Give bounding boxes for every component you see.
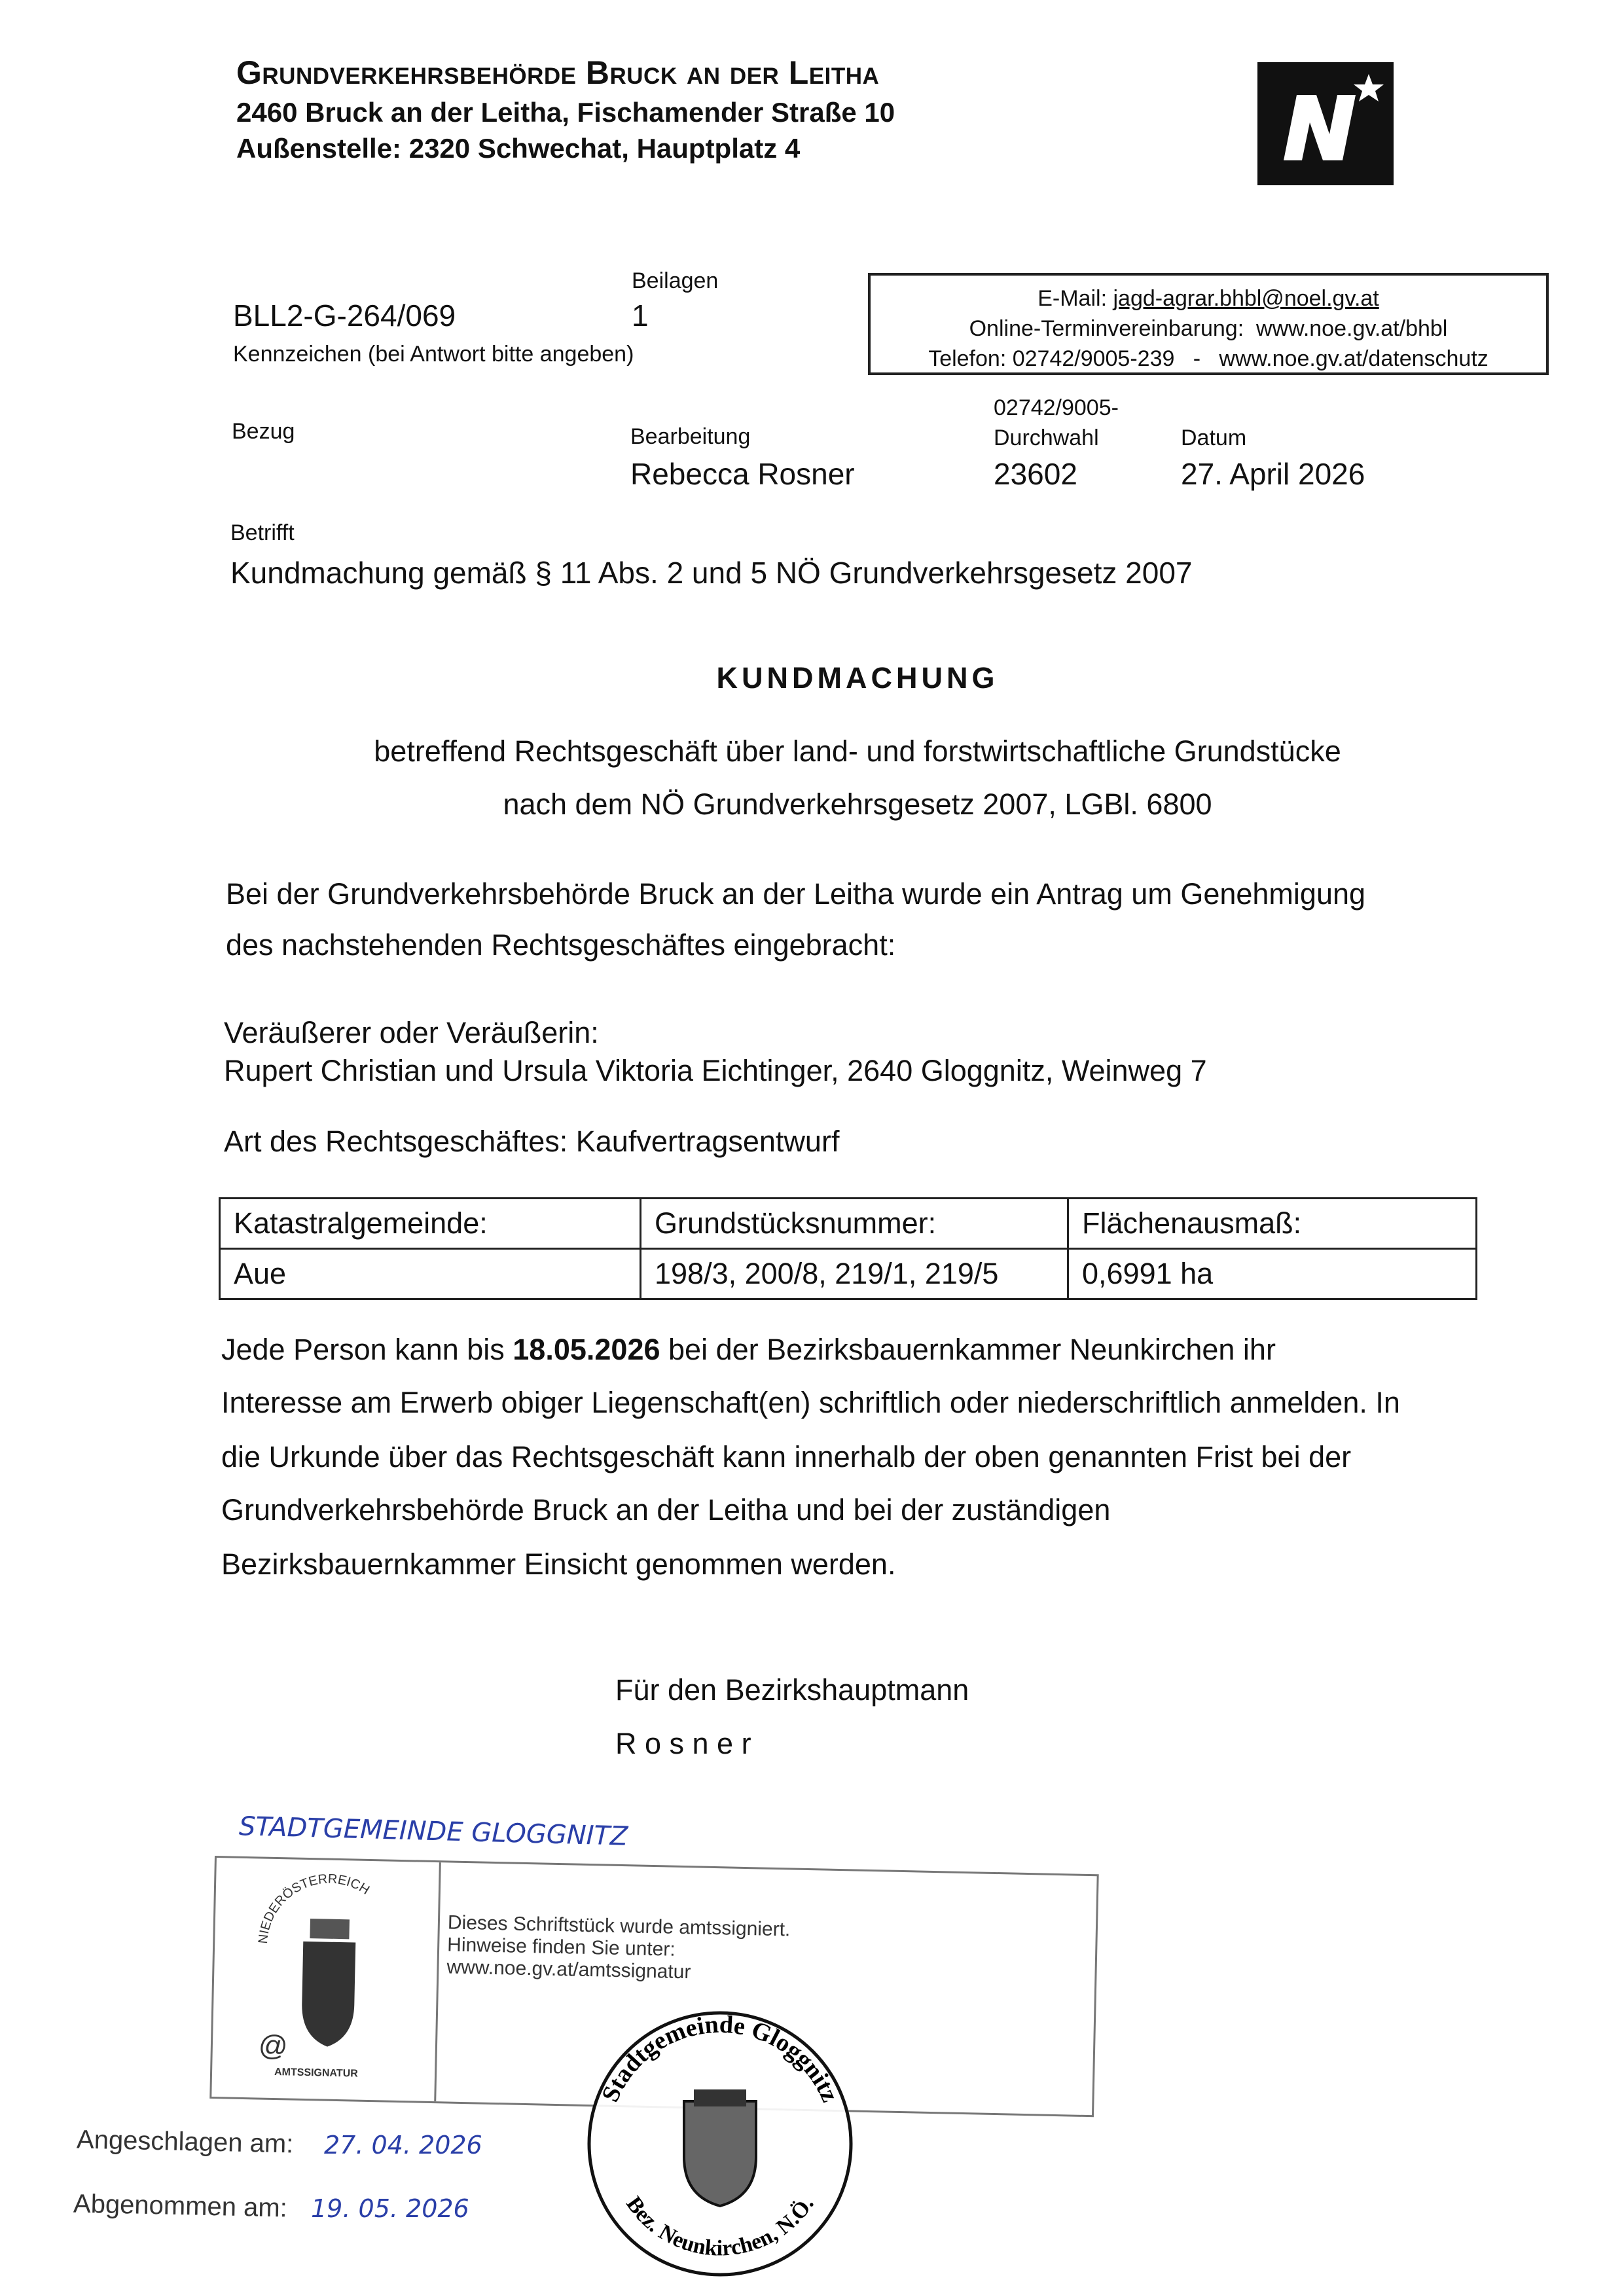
seal-caption: AMTSSIGNATUR xyxy=(274,2066,358,2080)
subtitle-line-2: nach dem NÖ Grundverkehrsgesetz 2007, LGBl. 6800 xyxy=(503,787,1212,821)
stamp-bottom-text: Bez. Neunkirchen, N.Ö. xyxy=(621,2192,819,2261)
bearbeitung-label: Bearbeitung xyxy=(630,424,751,449)
text: bei der Bezirksbauernkammer Neunkirchen ihr xyxy=(660,1333,1276,1366)
bezug-label: Bezug xyxy=(232,419,295,444)
header-area: Flächenausmaß: xyxy=(1068,1199,1477,1249)
reference-number: BLL2-G-264/069 xyxy=(233,298,456,333)
online-appointment: Online-Terminvereinbarung: www.noe.gv.at/bhbl xyxy=(969,316,1448,341)
authority-address: 2460 Bruck an der Leitha, Fischamender Straße 10 xyxy=(236,97,895,128)
transaction-type: Art des Rechtsgeschäftes: Kaufvertragsentwurf xyxy=(224,1125,840,1158)
parcel-table xyxy=(219,1197,1477,1300)
header-parcel-number: Grundstücksnummer: xyxy=(641,1199,1068,1249)
removed-date: 19. 05. 2026 xyxy=(311,2194,469,2223)
coat-of-arms-icon xyxy=(238,1871,420,2085)
authority-branch: Außenstelle: 2320 Schwechat, Hauptplatz 4 xyxy=(236,133,801,164)
signer-name: R o s n e r xyxy=(615,1727,751,1760)
cell-cadastral: Aue xyxy=(220,1249,641,1299)
authority-name: Grundverkehrsbehörde Bruck an der Leitha xyxy=(236,54,880,91)
divider xyxy=(434,1862,441,2101)
municipal-stamp-icon xyxy=(586,2010,854,2278)
paragraph-line-3: die Urkunde über das Rechtsgeschäft kann innerhalb der oben genannten Frist bei der xyxy=(221,1440,1352,1473)
email-link[interactable]: jagd-agrar.bhbl@noel.gv.at xyxy=(1113,286,1379,311)
durchwahl-prefix: 02742/9005- xyxy=(994,395,1119,420)
seller-value: Rupert Christian und Ursula Viktoria Eichtinger, 2640 Gloggnitz, Weinweg 7 xyxy=(224,1054,1207,1087)
betrifft-value: Kundmachung gemäß § 11 Abs. 2 und 5 NÖ Grundverkehrsgesetz 2007 xyxy=(230,556,1193,590)
attachments-label: Beilagen xyxy=(632,268,719,293)
deadline-date: 18.05.2026 xyxy=(513,1333,660,1366)
datum-label: Datum xyxy=(1181,425,1247,450)
subtitle-line-1: betreffend Rechtsgeschäft über land- und forstwirtschaftliche Grundstücke xyxy=(374,734,1341,768)
datum-value: 27. April 2026 xyxy=(1181,457,1365,491)
phone-line: Telefon: 02742/9005-239 - www.noe.gv.at/datenschutz xyxy=(928,346,1489,371)
reference-label: Kennzeichen (bei Antwort bitte angeben) xyxy=(233,342,634,367)
paragraph-line-1 xyxy=(221,1333,1276,1367)
posted-date: 27. 04. 2026 xyxy=(324,2131,482,2159)
removed-label: Abgenommen am: xyxy=(73,2189,288,2223)
durchwahl-label: Durchwahl xyxy=(994,425,1099,450)
signature-link[interactable]: www.noe.gv.at/amtssignatur xyxy=(446,1956,691,1983)
signature-line-2: Hinweise finden Sie unter: xyxy=(446,1934,676,1961)
bearbeitung-value: Rebecca Rosner xyxy=(630,457,855,491)
handwritten-municipality: STADTGEMEINDE GLOGGNITZ xyxy=(238,1811,628,1852)
signature-line-1: Dieses Schriftstück wurde amtssigniert. xyxy=(447,1911,791,1941)
paragraph-line-4: Grundverkehrsbehörde Bruck an der Leitha und bei der zuständigen xyxy=(221,1493,1111,1527)
table-row xyxy=(220,1249,1477,1299)
closing-line: Für den Bezirkshauptmann xyxy=(615,1673,969,1707)
document-title: KUNDMACHUNG xyxy=(716,661,999,695)
posted-label: Angeschlagen am: xyxy=(76,2125,294,2159)
table-header-row xyxy=(220,1199,1477,1249)
cell-area: 0,6991 ha xyxy=(1068,1249,1477,1299)
contact-box xyxy=(868,273,1549,375)
intro-line-2: des nachstehenden Rechtsgeschäftes eingebracht: xyxy=(226,928,896,962)
stamp-top-text: Stadtgemeinde Gloggnitz xyxy=(596,2010,844,2106)
svg-text:@: @ xyxy=(258,2029,289,2063)
durchwahl-value: 23602 xyxy=(994,457,1077,491)
text: Jede Person kann bis xyxy=(221,1333,513,1366)
noe-logo-icon xyxy=(1257,62,1394,185)
paragraph-line-5: Bezirksbauernkammer Einsicht genommen werden. xyxy=(221,1547,896,1581)
paragraph-line-2: Interesse am Erwerb obiger Liegenschaft(en) schriftlich oder niederschriftlich anmelden. In xyxy=(221,1386,1400,1419)
intro-line-1: Bei der Grundverkehrsbehörde Bruck an der Leitha wurde ein Antrag um Genehmigung xyxy=(226,877,1366,911)
betrifft-label: Betrifft xyxy=(230,520,295,545)
cell-parcel-number: 198/3, 200/8, 219/1, 219/5 xyxy=(641,1249,1068,1299)
seal-ring-text: NIEDERÖSTERREICH xyxy=(255,1871,372,1945)
header-cadastral: Katastralgemeinde: xyxy=(220,1199,641,1249)
attachments-value: 1 xyxy=(632,298,649,333)
email-label: E-Mail: xyxy=(1038,286,1108,311)
seller-label: Veräußerer oder Veräußerin: xyxy=(224,1016,599,1049)
